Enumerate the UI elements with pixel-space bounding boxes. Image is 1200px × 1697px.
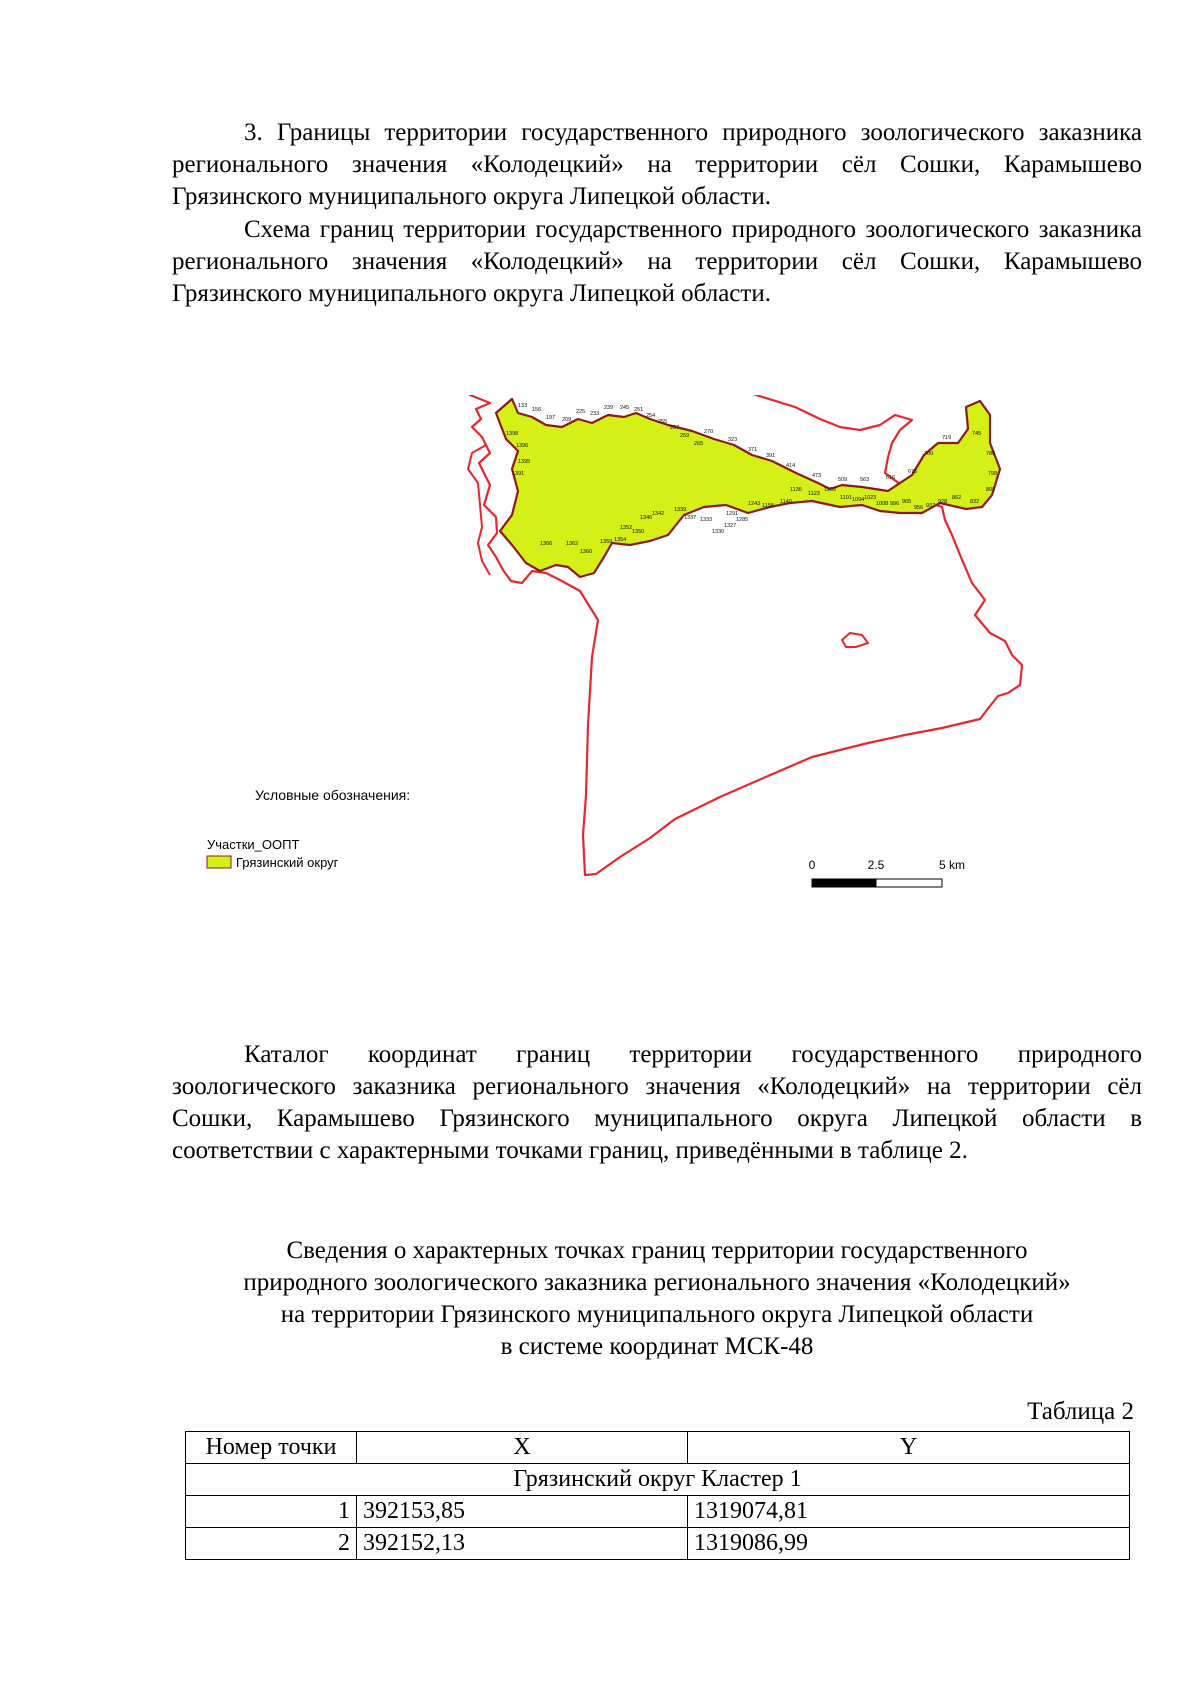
cell-x: 392153,85 [357, 1496, 688, 1528]
map-svg [200, 395, 1100, 970]
table-caption-line: природного зоологического заказника регионального значения «Колодецкий» [243, 1269, 1071, 1296]
point-label: 1333 [700, 517, 713, 523]
scale-bar-white [876, 879, 942, 887]
point-label: 1327 [724, 523, 737, 529]
point-label: 832 [970, 499, 980, 505]
legend-title: Условные обозначения: [255, 787, 411, 803]
point-label: 1362 [566, 541, 579, 547]
table-row [186, 1496, 1130, 1528]
table-caption [172, 1235, 1142, 1363]
point-label: 1350 [632, 529, 645, 535]
point-label: 786 [986, 451, 996, 457]
table-row [186, 1528, 1130, 1560]
cell-y: 1319086,99 [688, 1528, 1130, 1560]
point-label: 391 [766, 453, 776, 459]
point-label: 965 [902, 499, 912, 505]
point-label: 254 [646, 413, 656, 419]
point-label: 1094 [852, 497, 865, 503]
point-label: 719 [942, 435, 952, 441]
point-label: 1339 [674, 507, 687, 513]
cell-point-number: 1 [186, 1496, 357, 1528]
point-label: 1291 [726, 511, 739, 517]
cell-point-number: 2 [186, 1528, 357, 1560]
protected-zone [496, 399, 1000, 577]
point-label: 862 [952, 495, 962, 501]
point-label: 616 [886, 475, 896, 481]
point-label: 251 [634, 407, 644, 413]
point-label: 509 [838, 477, 848, 483]
point-label: 1330 [712, 529, 725, 535]
table-cluster-row [186, 1464, 1130, 1496]
legend-item-label: Грязинский округ [236, 855, 339, 870]
legend-swatch [207, 856, 231, 868]
point-label: 809 [986, 487, 996, 493]
point-label: 700 [924, 451, 934, 457]
header-x: X [357, 1432, 688, 1464]
point-label: 1359 [600, 539, 613, 545]
point-label: 1346 [640, 515, 653, 521]
section-intro [172, 214, 1142, 310]
table-caption-line: на территории Грязинского муниципального округа Липецкой области [280, 1301, 1034, 1328]
section-heading-text: 3. Границы территории государственного природного зоологического заказника регионального значения «Колодецкий» на территории сёл Сошки, Карамышево Грязинского муниципального округа Липецкой области. [172, 119, 1142, 210]
header-y: Y [688, 1432, 1130, 1464]
point-label: 156 [532, 407, 542, 413]
point-label: 371 [748, 447, 758, 453]
point-label: 323 [728, 437, 738, 443]
scale-label-mid: 2.5 [867, 858, 885, 872]
point-label: 245 [620, 405, 630, 411]
point-label: 675 [908, 469, 918, 475]
point-label: 255 [658, 419, 668, 425]
point-label: 1398 [506, 431, 519, 437]
section-intro-text: Схема границ территории государственного природного зоологического заказника регионального значения «Колодецкий» на территории сёл Сошки, Карамышево Грязинского муниципального округа Липецкой области. [172, 216, 1142, 307]
point-label: 233 [590, 411, 600, 417]
table-caption-line: в системе координат МСК-48 [500, 1333, 814, 1360]
point-label: 1352 [620, 525, 633, 531]
point-label: 225 [576, 409, 586, 415]
scale-bar [809, 858, 965, 887]
point-label: 1366 [540, 541, 553, 547]
cell-x: 392152,13 [357, 1528, 688, 1560]
point-label: 197 [546, 415, 556, 421]
scale-bar-black [812, 879, 876, 887]
point-label: 259 [680, 433, 690, 439]
point-label: 1396 [516, 443, 529, 449]
point-label: 1008 [876, 501, 889, 507]
point-label: 265 [694, 441, 704, 447]
point-label: 1354 [614, 537, 627, 543]
coordinates-table [185, 1431, 1130, 1560]
point-label: 1109 [824, 487, 836, 493]
point-label: 1023 [864, 495, 877, 501]
point-label: 956 [914, 505, 924, 511]
scale-label-end: 5 km [938, 858, 966, 872]
point-label: 745 [972, 431, 982, 437]
point-label: 1391 [512, 471, 525, 477]
point-label: 1158 [762, 503, 774, 509]
point-label: 1360 [580, 549, 593, 555]
point-label: 473 [812, 473, 822, 479]
point-label: 1136 [790, 487, 802, 493]
point-label: 1101 [840, 495, 852, 501]
point-label: 1140 [780, 499, 792, 505]
district-boundary-inner [842, 633, 868, 647]
catalog-paragraph [172, 1039, 1142, 1167]
section-heading [172, 117, 1142, 213]
point-label: 239 [604, 405, 614, 411]
point-label: 798 [988, 471, 998, 477]
point-label: 133 [518, 403, 528, 409]
scale-label-start: 0 [808, 858, 816, 872]
boundary-map [200, 395, 1100, 970]
point-label: 257 [670, 425, 680, 431]
point-label: 1243 [748, 501, 761, 507]
point-label: 937 [926, 503, 936, 509]
point-label: 1395 [518, 459, 531, 465]
header-point-number: Номер точки [186, 1432, 357, 1464]
point-label: 414 [786, 463, 796, 469]
point-label: 1285 [736, 517, 749, 523]
table-number: Таблица 2 [1027, 1398, 1134, 1425]
point-label: 1342 [652, 511, 665, 517]
table-caption-line: Сведения о характерных точках границ территории государственного [286, 1237, 1028, 1264]
point-label: 996 [890, 501, 900, 507]
point-label: 1123 [808, 491, 820, 497]
catalog-text: Каталог координат границ территории государственного природного зоологического заказника регионального значения «Колодецкий» на территории сёл Сошки, Карамышево Грязинского муниципального округа Липецкой области в соответствии с характерными точками границ, приведёнными в таблице 2. [172, 1041, 1142, 1164]
table-header-row [186, 1432, 1130, 1464]
legend-layer-name: Участки_ООПТ [207, 837, 300, 852]
point-label: 270 [704, 429, 714, 435]
cluster-label: Грязинский округ Кластер 1 [186, 1464, 1130, 1496]
point-label: 563 [860, 477, 870, 483]
cell-y: 1319074,81 [688, 1496, 1130, 1528]
point-label: 1337 [684, 515, 697, 521]
point-label: 928 [938, 499, 948, 505]
point-label: 209 [562, 417, 572, 423]
